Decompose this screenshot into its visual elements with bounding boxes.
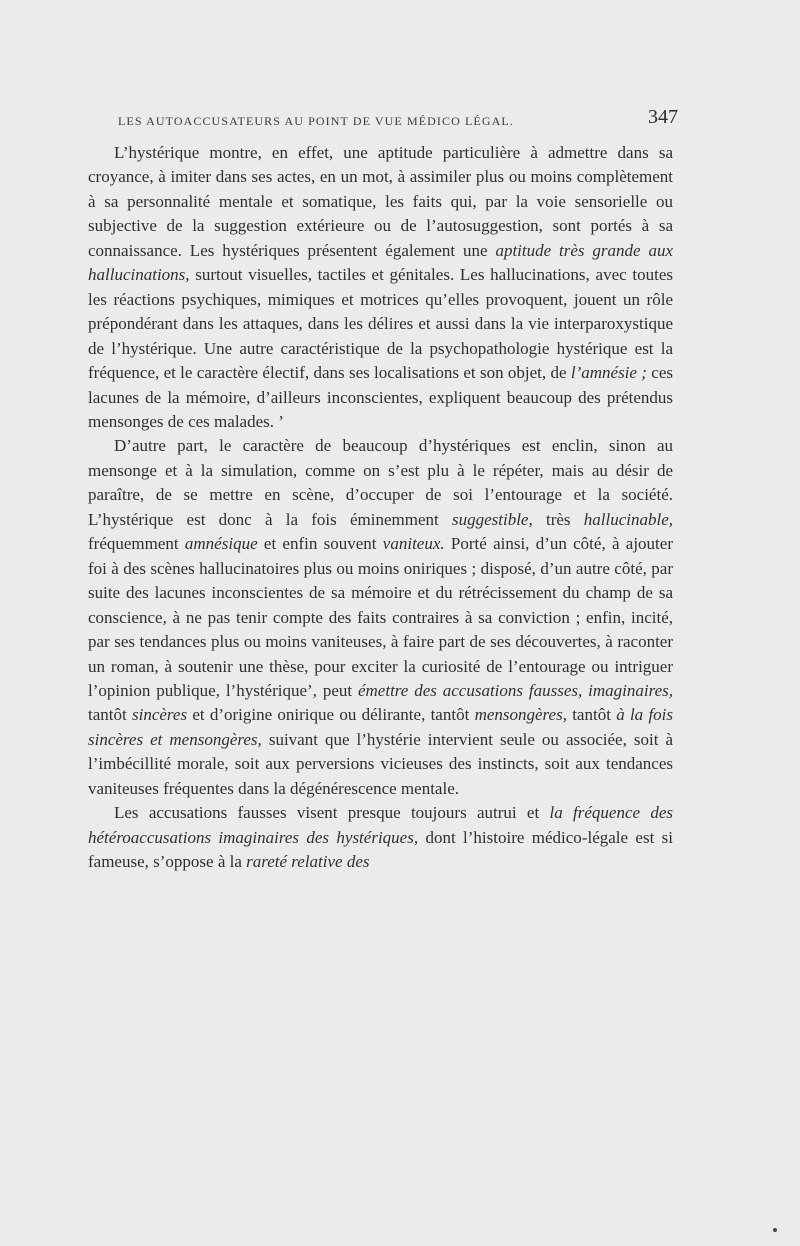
italic-run: rareté relative des [246,852,370,872]
text-run: Les accusations fausses visent presque toujours autrui et [114,803,550,823]
running-title: LES AUTOACCUSATEURS AU POINT DE VUE MÉDICO LÉGAL. [118,114,514,128]
italic-run: hallucinable, [583,509,673,529]
text-run: surtout visuelles, tactiles et génitales. Les hallucinations, avec toutes les réactions psychiques, mimiques et motrices qu’elles provoquent, jouent un rôle prépondérant dans les attaques, dans les délires et aussi dans la vie interparoxystique de l’hystérique. Une autre caractéristique de la psychopathologie hystérique est la fréquence, et le caractère électif, dans ses localisations et son objet, de [88,265,673,383]
italic-run: mensongères, [474,705,567,725]
text-run: fréquemment [88,534,185,554]
text-run: ces lacunes de la mémoire, d’ailleurs inconscientes, expliquent beaucoup des prétendus mensonges de ces malades. ’ [88,363,673,431]
italic-run: à la fois sincères et mensongères, [88,705,674,749]
italic-run: la fréquence des hétéroaccusations imaginaires des hystériques, [88,803,673,847]
paragraph [88,434,673,801]
page-number: 347 [648,106,678,128]
italic-run: vaniteux. [382,534,445,554]
text-run: tantôt [566,705,617,725]
italic-run: amnésique [184,534,258,554]
text-run: et d’origine onirique ou délirante, tantôt [187,705,475,725]
italic-run: aptitude très grande aux hallucinations, [88,240,673,285]
text-run: Porté ainsi, d’un côté, à ajouter foi à des scènes hallucinatoires plus ou moins oniriques ; disposé, d’un autre côté, par suite des lacunes inconscientes de sa mémoire et du rétrécissement du champ de sa conscience, à ne pas tenir compte des faits contraires à sa conviction ; enfin, incité, par ses tendances plus ou moins vaniteuses, à faire part de ses découvertes, à raconter un roman, à soutenir une thèse, pour exciter la curiosité de l’entourage ou intriguer l’opinion publique, l’hystérique’, peut [88,534,673,700]
page-header [88,104,678,134]
text-run: L’hystérique montre, en effet, une aptitude particulière à admettre dans sa croyance, à imiter dans ses actes, en un mot, à assimiler plus ou moins complètement à sa personnalité mentale et somatique, les faits qui, par la voie sensorielle ou subjective de la suggestion extérieure ou de l’autosuggestion, sont portés à sa connaissance. Les hystériques présentent également une [88,143,673,260]
text-run: D’autre part, le caractère de beaucoup d’hystériques est enclin, sinon au mensonge et à la simulation, comme on s’est plu à le répéter, mais au désir de paraître, de se mettre en scène, d’occuper de soi l’entourage et la société. L’hystérique est donc à la fois éminemment [88,436,673,529]
paragraph [88,801,673,874]
italic-run: émettre des accusations fausses, imaginaires, [357,680,673,700]
text-run: tantôt [88,705,132,725]
italic-run: sincères [131,705,188,725]
italic-run: suggestible, [451,509,533,529]
text-run: et enfin souvent [257,534,383,554]
text-run: dont l’histoire médico-légale est si fameuse, s’oppose à la [88,827,673,872]
text-run: suivant que l’hystérie intervient seule ou associée, soit à l’imbécillité morale, soit aux perversions vicieuses des instincts, soit aux tendances vaniteuses fréquentes dans la dégénérescence mentale. [88,729,673,798]
body-text [88,141,673,875]
italic-run: l’amnésie ; [570,363,647,383]
margin-dot [773,1228,777,1232]
text-run: très [532,509,584,529]
paragraph [88,141,673,434]
